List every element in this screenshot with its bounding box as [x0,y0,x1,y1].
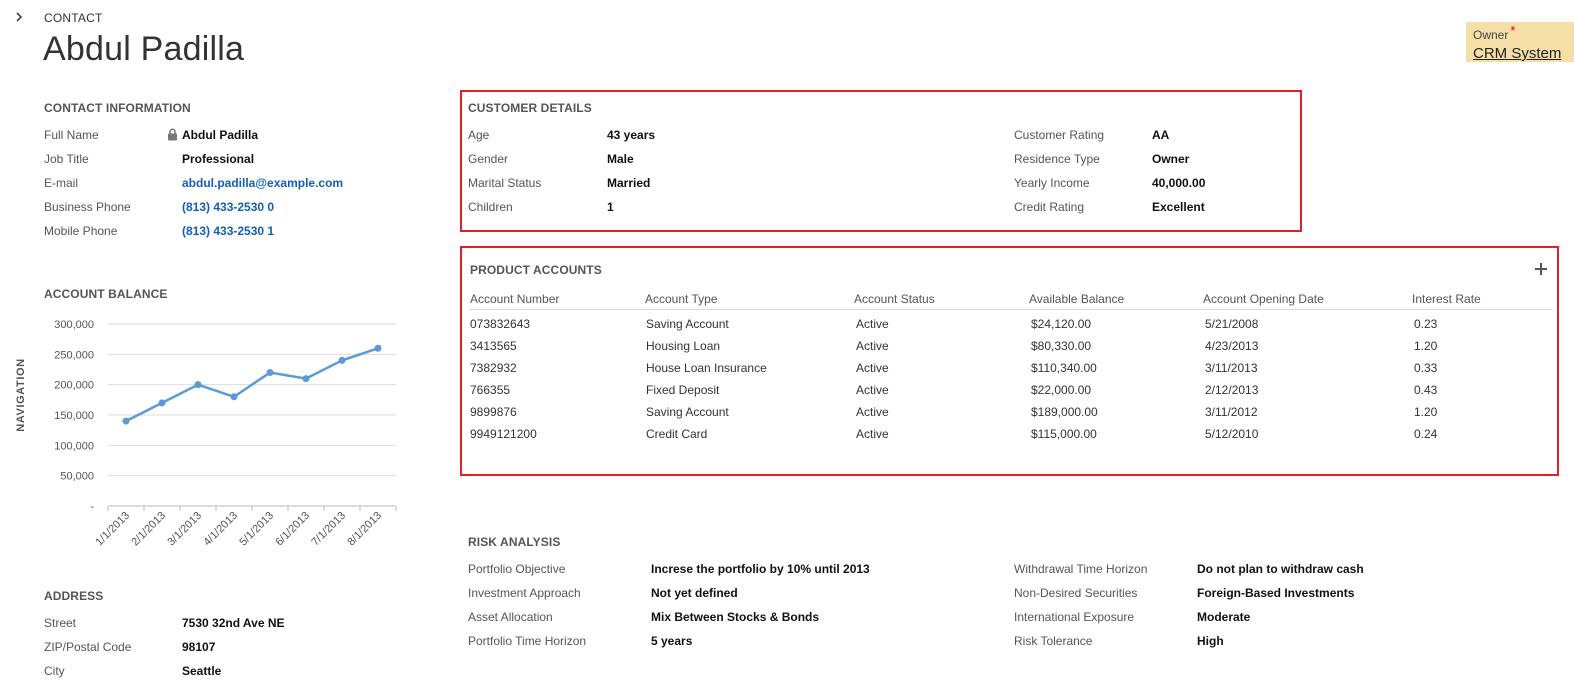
field-marital-status [468,175,868,191]
field-street [44,615,404,631]
cell-available-balance: $115,000.00 [1031,427,1097,441]
field-label: Gender [468,152,509,166]
field-value[interactable]: Increse the portfolio by 10% until 2013 [651,562,870,576]
chart-data-point [123,418,130,425]
field-value[interactable]: Owner [1152,152,1190,166]
navigation-label[interactable]: NAVIGATION [15,358,27,432]
account-balance-chart [44,312,404,560]
cell-account-number: 073832643 [470,317,531,331]
cell-account-number: 3413565 [470,339,517,353]
field-value[interactable]: Professional [182,152,255,166]
chart-y-tick-label: 50,000 [60,470,94,483]
chart-y-tick-label: 100,000 [54,440,94,453]
field-label: Portfolio Objective [468,562,566,576]
cell-account-type: Credit Card [646,427,708,441]
field-value[interactable]: High [1197,634,1224,648]
field-label: Job Title [44,152,89,166]
cell-opening-date: 5/12/2010 [1205,427,1259,441]
field-mobile-phone [44,223,404,239]
field-zip [44,639,404,655]
field-label: City [44,664,65,678]
table-header-divider [469,309,1553,310]
field-label: Risk Tolerance [1014,634,1093,648]
field-value[interactable]: AA [1152,128,1170,142]
field-label: Children [468,200,513,214]
field-email [44,175,404,191]
field-label: Full Name [44,128,99,142]
field-withdrawal-time-horizon [1014,561,1414,577]
cell-account-type: Fixed Deposit [646,383,720,397]
chart-y-tick-label: 250,000 [54,349,94,362]
field-city [44,663,404,679]
field-residence-type [1014,151,1294,167]
field-label: Withdrawal Time Horizon [1014,562,1148,576]
field-yearly-income [1014,175,1294,191]
field-label: Business Phone [44,200,131,214]
chart-y-tick-label: - [90,501,94,513]
field-label: Customer Rating [1014,128,1105,142]
cell-account-status: Active [856,317,889,331]
cell-available-balance: $22,000.00 [1031,383,1092,397]
column-header-available-balance[interactable]: Available Balance [1029,292,1125,306]
field-label: Marital Status [468,176,542,190]
field-value[interactable]: Mix Between Stocks & Bonds [651,610,820,624]
lock-icon [167,128,178,141]
chart-data-point [375,345,382,352]
field-label: Age [468,128,490,142]
cell-opening-date: 3/11/2013 [1205,361,1258,375]
chart-x-tick-label: 3/1/2013 [165,509,205,549]
field-value[interactable]: Moderate [1197,610,1251,624]
field-value[interactable]: Male [607,152,634,166]
field-portfolio-objective [468,561,988,577]
field-label: Non-Desired Securities [1014,586,1138,600]
chart-x-tick-label: 2/1/2013 [129,509,169,549]
field-gender [468,151,868,167]
column-header-opening-date[interactable]: Account Opening Date [1203,292,1324,306]
field-label: Asset Allocation [468,610,553,624]
field-children [468,199,868,215]
field-business-phone [44,199,404,215]
chart-x-tick-label: 8/1/2013 [345,509,385,549]
chart-data-point [339,357,346,364]
cell-account-number: 7382932 [470,361,517,375]
field-value[interactable]: 40,000.00 [1152,176,1206,190]
chart-y-tick-label: 200,000 [54,379,94,392]
product-accounts-highlight [460,246,1559,476]
field-value[interactable]: Excellent [1152,200,1205,214]
chart-x-tick-label: 4/1/2013 [201,509,241,549]
account-balance-title: ACCOUNT BALANCE [44,287,168,301]
field-label: Credit Rating [1014,200,1085,214]
field-label: Portfolio Time Horizon [468,634,587,648]
chart-x-tick-label: 6/1/2013 [273,509,313,549]
cell-account-type: Saving Account [646,405,729,419]
cell-interest-rate: 1.20 [1414,339,1438,353]
owner-label: Owner [1473,28,1509,42]
field-label: ZIP/Postal Code [44,640,132,654]
chart-data-point [195,381,202,388]
cell-available-balance: $80,330.00 [1031,339,1092,353]
record-title: Abdul Padilla [43,30,245,68]
cell-account-status: Active [856,339,889,353]
field-value[interactable]: 5 years [651,634,693,648]
contact-information-title: CONTACT INFORMATION [44,101,191,115]
field-label: International Exposure [1014,610,1135,624]
field-value[interactable]: Foreign-Based Investments [1197,586,1355,600]
product-accounts-title: PRODUCT ACCOUNTS [470,263,602,277]
field-full-name [44,127,404,143]
cell-opening-date: 4/23/2013 [1205,339,1259,353]
field-value[interactable]: Seattle [182,664,222,678]
add-product-account-icon[interactable] [1534,262,1548,276]
field-asset-allocation [468,609,988,625]
cell-opening-date: 3/11/2012 [1205,405,1258,419]
column-header-account-type[interactable]: Account Type [645,292,718,306]
chart-y-tick-label: 300,000 [54,319,94,331]
cell-account-number: 9899876 [470,405,517,419]
mobile-phone-link[interactable]: (813) 433-2530 1 [182,224,275,238]
chart-y-tick-label: 150,000 [54,410,94,422]
owner-link[interactable]: CRM System [1473,45,1562,62]
column-header-account-number[interactable]: Account Number [470,292,560,306]
cell-account-type: House Loan Insurance [646,361,767,375]
cell-account-type: Housing Loan [646,339,721,353]
field-label: Residence Type [1014,152,1100,166]
chart-x-tick-label: 1/1/2013 [93,509,133,549]
field-value[interactable]: 1 [607,200,614,214]
field-customer-rating [1014,127,1294,143]
cell-available-balance: $189,000.00 [1031,405,1098,419]
cell-account-number: 9949121200 [470,427,537,441]
cell-opening-date: 2/12/2013 [1205,383,1259,397]
cell-interest-rate: 0.23 [1414,317,1438,331]
business-phone-link[interactable]: (813) 433-2530 0 [182,200,275,214]
field-value[interactable]: Do not plan to withdraw cash [1197,562,1364,576]
column-header-account-status[interactable]: Account Status [854,292,935,306]
cell-interest-rate: 0.43 [1414,383,1438,397]
chart-data-point [303,375,310,382]
field-portfolio-time-horizon [468,633,988,649]
cell-interest-rate: 0.33 [1414,361,1438,375]
field-label: Mobile Phone [44,224,118,238]
owner-field [1466,22,1574,62]
field-value[interactable]: 43 years [607,128,656,142]
field-label: Yearly Income [1014,176,1090,190]
field-job-title [44,151,404,167]
chart-data-point [231,393,238,400]
field-non-desired-securities [1014,585,1414,601]
entity-type-label: CONTACT [44,11,103,25]
cell-account-status: Active [856,361,889,375]
cell-account-status: Active [856,383,889,397]
field-risk-tolerance [1014,633,1414,649]
field-label: E-mail [44,176,79,190]
chart-data-point [159,399,166,406]
cell-available-balance: $24,120.00 [1031,317,1092,331]
field-international-exposure [1014,609,1414,625]
field-value[interactable]: 98107 [182,640,216,654]
field-credit-rating [1014,199,1294,215]
cell-available-balance: $110,340.00 [1031,361,1097,375]
cell-account-type: Saving Account [646,317,729,331]
field-investment-approach [468,585,988,601]
field-value: Abdul Padilla [182,128,259,142]
cell-account-status: Active [856,405,889,419]
field-value[interactable]: Married [607,176,651,190]
cell-interest-rate: 0.24 [1414,427,1438,441]
chart-x-tick-label: 7/1/2013 [309,509,349,549]
field-value[interactable]: 7530 32nd Ave NE [182,616,285,630]
field-value[interactable]: Not yet defined [651,586,738,600]
risk-analysis-title: RISK ANALYSIS [468,535,561,549]
field-age [468,127,868,143]
address-title: ADDRESS [44,589,104,603]
chart-x-tick-label: 5/1/2013 [237,509,277,549]
field-label: Investment Approach [468,586,581,600]
column-header-interest-rate[interactable]: Interest Rate [1412,292,1481,306]
expand-navigation-icon[interactable] [14,10,26,24]
cell-account-number: 766355 [470,383,511,397]
chart-data-point [267,369,274,376]
email-link[interactable]: abdul.padilla@example.com [182,176,344,190]
cell-interest-rate: 1.20 [1414,405,1438,419]
customer-details-title: CUSTOMER DETAILS [468,101,592,115]
required-marker: * [1510,23,1516,38]
cell-account-status: Active [856,427,889,441]
field-label: Street [44,616,77,630]
cell-opening-date: 5/21/2008 [1205,317,1259,331]
